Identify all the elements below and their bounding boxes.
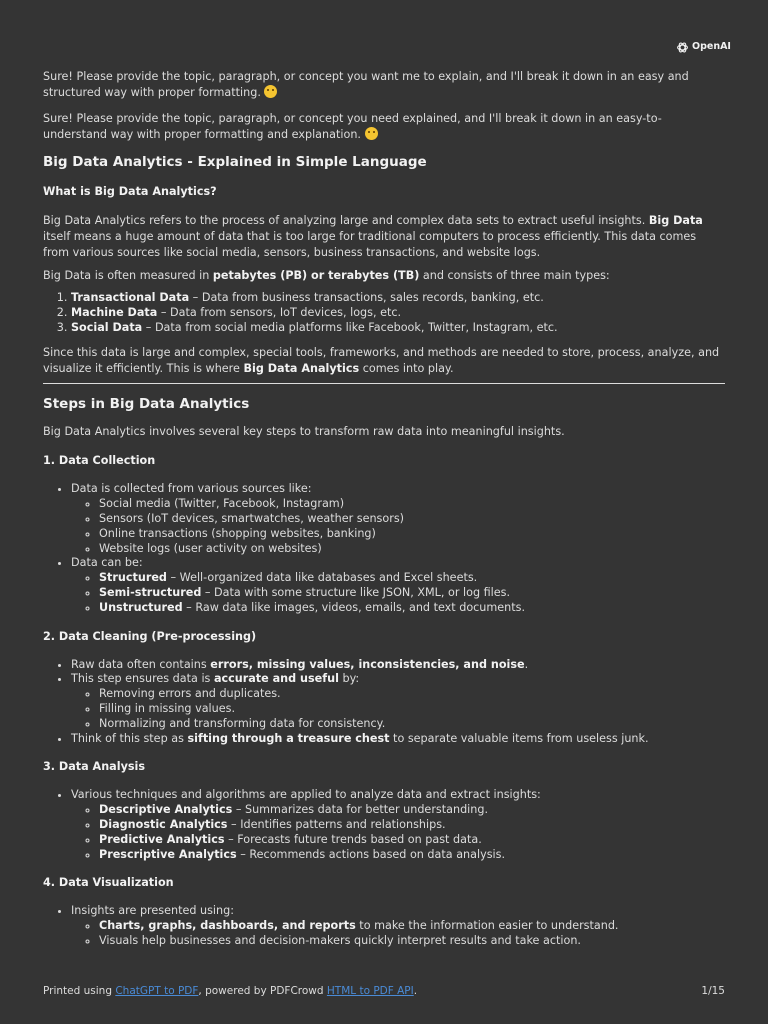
html-to-pdf-api-link[interactable]: HTML to PDF API <box>326 985 414 997</box>
what-heading: What is Big Data Analytics? <box>43 185 217 198</box>
step4-list <box>43 904 725 948</box>
steps-intro: Big Data Analytics involves several key steps to transform raw data into meaningful insights. <box>43 425 565 439</box>
list-item: ◦ Online transactions (shopping websites, banking) <box>99 527 725 542</box>
openai-logo-icon <box>676 41 689 54</box>
list-item: • Various techniques and algorithms are applied to analyze data and extract insights: ◦ Descriptive Analytics – Summarizes data for better understanding. ◦ Diagnostic Analytics – Identifies patterns and relationships. ◦ Predictive Analytics – Forecasts future trends based on past data. ◦ Prescriptive Analytics – Recommends actions based on data analysis. <box>71 788 725 862</box>
list-item: ◦ Filling in missing values. <box>99 702 725 717</box>
list-item: ◦ Semi-structured – Data with some structure like JSON, XML, or log files. <box>99 586 725 601</box>
openai-logo-text: OpenAI <box>692 41 731 52</box>
list-item: ◦ Removing errors and duplicates. <box>99 687 725 702</box>
list-item: ◦ Unstructured – Raw data like images, videos, emails, and text documents. <box>99 601 725 616</box>
since-paragraph: Since this data is large and complex, special tools, frameworks, and methods are needed to store, process, analyze, and visualize it efficiently. This is where Big Data Analytics comes into play. <box>43 346 720 376</box>
list-item: • Think of this step as sifting through a treasure chest to separate valuable items from useless junk. <box>71 732 725 747</box>
list-item: 2. Machine Data – Data from sensors, IoT devices, logs, etc. <box>71 306 725 321</box>
list-item: 1. Transactional Data – Data from business transactions, sales records, banking, etc. <box>71 291 725 306</box>
step3-list <box>43 788 725 862</box>
measured-paragraph: Big Data is often measured in petabytes (PB) or terabytes (TB) and consists of three main types: <box>43 269 610 282</box>
list-item: ◦ Charts, graphs, dashboards, and reports to make the information easier to understand. <box>99 919 725 934</box>
steps-heading: Steps in Big Data Analytics <box>43 396 250 413</box>
section-divider <box>43 383 725 384</box>
step1-heading: 1. Data Collection <box>43 454 156 468</box>
list-item: ◦ Descriptive Analytics – Summarizes data for better understanding. <box>99 803 725 818</box>
step3-heading: 3. Data Analysis <box>43 760 146 774</box>
openai-logo <box>676 39 731 55</box>
step1-list <box>43 482 725 615</box>
intro-paragraph-2: Sure! Please provide the topic, paragraph, or concept you need explained, and I'll break it down in an easy-to-understand way with proper formatting and explanation. <box>43 112 662 141</box>
list-item: ◦ Visuals help businesses and decision-makers quickly interpret results and take action. <box>99 934 725 949</box>
list-item: 3. Social Data – Data from social media platforms like Facebook, Twitter, Instagram, etc. <box>71 321 725 336</box>
data-types-list <box>43 291 725 335</box>
list-item: • Data is collected from various sources like: ◦ Social media (Twitter, Facebook, Instagram) ◦ Sensors (IoT devices, smartwatches, weather sensors) ◦ Online transactions (shopping websites, banking) ◦ Website logs (user activity on websites) <box>71 482 725 556</box>
footer-credit: Printed using ChatGPT to PDF, powered by PDFCrowd HTML to PDF API. <box>43 985 418 997</box>
document-title: Big Data Analytics - Explained in Simple Language <box>43 154 427 170</box>
what-paragraph: Big Data Analytics refers to the process of analyzing large and complex data sets to extract useful insights. Big Data itself means a huge amount of data that is too large for traditional computers to process efficiently. This data comes from various sources like social media, sensors, business transactions, and website logs. <box>43 214 703 259</box>
list-item: ◦ Predictive Analytics – Forecasts future trends based on past data. <box>99 833 725 848</box>
step2-heading: 2. Data Cleaning (Pre-processing) <box>43 629 257 643</box>
step4-heading: 4. Data Visualization <box>43 876 174 890</box>
list-item: ◦ Normalizing and transforming data for consistency. <box>99 717 725 732</box>
chatgpt-to-pdf-link[interactable]: ChatGPT to PDF <box>115 985 199 997</box>
document-body <box>43 69 725 962</box>
smiling-face-emoji-icon <box>365 127 378 140</box>
page-number: 1/15 <box>701 985 725 997</box>
list-item: ◦ Prescriptive Analytics – Recommends actions based on data analysis. <box>99 848 725 863</box>
list-item: ◦ Social media (Twitter, Facebook, Instagram) <box>99 497 725 512</box>
list-item: • Data can be: ◦ Structured – Well-organized data like databases and Excel sheets. ◦ Semi-structured – Data with some structure like JSON, XML, or log files. ◦ Unstructured – Raw data like images, videos, emails, and text documents. <box>71 556 725 615</box>
list-item: ◦ Structured – Well-organized data like databases and Excel sheets. <box>99 571 725 586</box>
list-item: ◦ Website logs (user activity on websites) <box>99 542 725 557</box>
list-item: • Raw data often contains errors, missing values, inconsistencies, and noise. <box>71 658 725 673</box>
smiling-face-emoji-icon <box>264 85 277 98</box>
list-item: • This step ensures data is accurate and useful by: ◦ Removing errors and duplicates. ◦ Filling in missing values. ◦ Normalizing and transforming data for consistency. <box>71 672 725 731</box>
list-item: ◦ Sensors (IoT devices, smartwatches, weather sensors) <box>99 512 725 527</box>
step2-list <box>43 658 725 747</box>
page-footer <box>43 983 725 999</box>
list-item: ◦ Diagnostic Analytics – Identifies patterns and relationships. <box>99 818 725 833</box>
intro-paragraph-1: Sure! Please provide the topic, paragraph, or concept you want me to explain, and I'll break it down in an easy and structured way with proper formatting. <box>43 70 689 99</box>
list-item: • Insights are presented using: ◦ Charts, graphs, dashboards, and reports to make the information easier to understand. ◦ Visuals help businesses and decision-makers quickly interpret results and take action. <box>71 904 725 948</box>
